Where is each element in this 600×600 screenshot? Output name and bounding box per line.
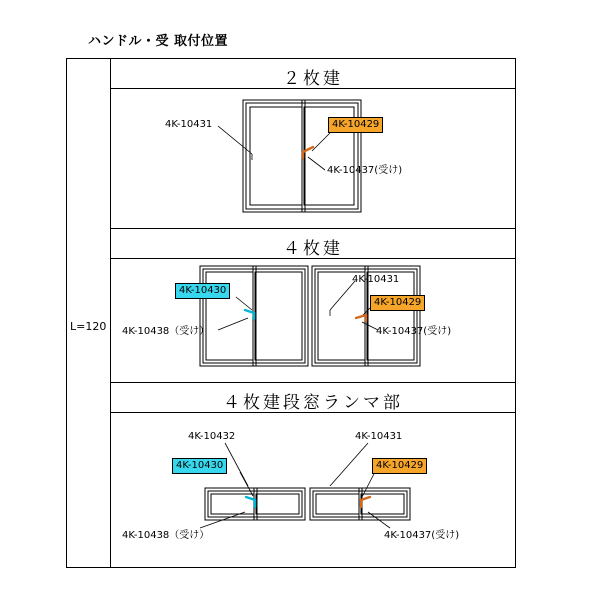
label-4k-10437: 4K-10437(受け) — [384, 530, 460, 541]
left-axis-label: L=120 — [70, 320, 107, 333]
label-4k-10431: 4K-10431 — [355, 431, 403, 442]
label-4k-10429: 4K-10429 — [328, 117, 383, 133]
label-4k-10437: 4K-10437(受け) — [376, 326, 452, 337]
section-heading-four-panel: ４枚建 — [283, 239, 343, 259]
label-4k-10429: 4K-10429 — [372, 458, 427, 474]
label-4k-10429: 4K-10429 — [370, 295, 425, 311]
label-4k-10430: 4K-10430 — [172, 458, 227, 474]
section-heading-four-panel-transom: ４枚建段窓ランマ部 — [223, 393, 403, 413]
label-4k-10431: 4K-10431 — [165, 119, 213, 130]
label-4k-10430: 4K-10430 — [175, 283, 230, 299]
label-4k-10438: 4K-10438（受け） — [122, 530, 210, 541]
page-title: ハンドル・受 取付位置 — [88, 34, 229, 49]
label-4k-10438: 4K-10438（受け） — [122, 326, 210, 337]
label-4k-10432: 4K-10432 — [188, 431, 236, 442]
label-4k-10431: 4K-10431 — [352, 274, 400, 285]
label-4k-10437: 4K-10437(受け) — [327, 165, 403, 176]
section-heading-two-panel: ２枚建 — [283, 69, 343, 89]
